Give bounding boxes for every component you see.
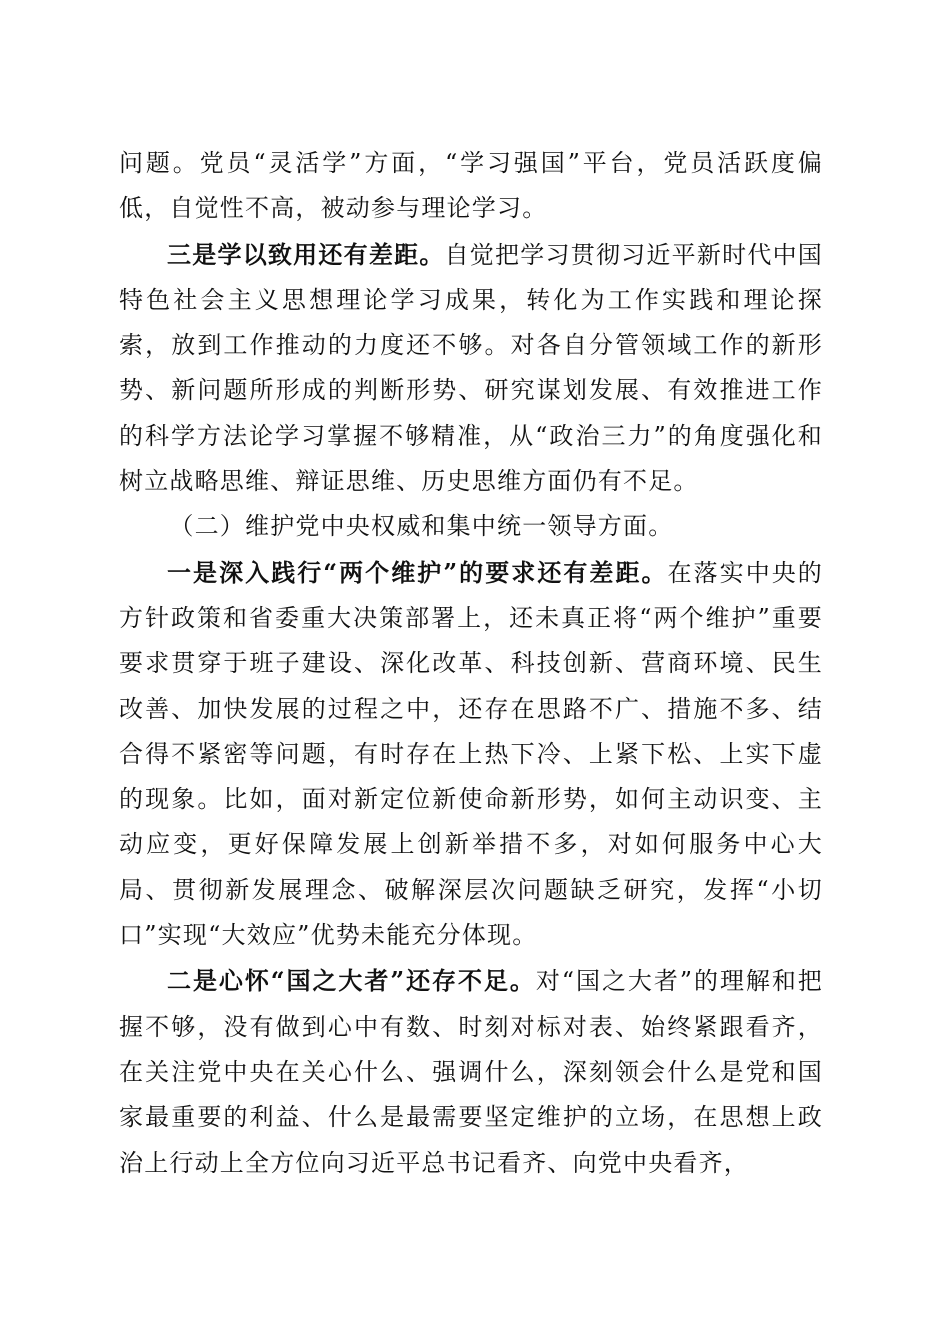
paragraph-text: 问题。党员“灵活学”方面，“学习强国”平台，党员活跃度偏低，自觉性不高，被动参与理论学习。 (119, 149, 823, 223)
point-lead: 一是深入践行“两个维护”的要求还有差距。 (167, 557, 668, 587)
paragraph-point-one (119, 550, 823, 959)
point-lead: 二是心怀“国之大者”还存不足。 (167, 966, 536, 996)
paragraph-text: 对“国之大者”的理解和把握不够，没有做到心中有数、时刻对标对表、始终紧跟看齐，在关注党中央在关心什么、强调什么，深刻领会什么是党和国家最重要的利益、什么是最需要坚定维护的立场，在思想上政治上行动上全方位向习近平总书记看齐、向党中央看齐， (119, 967, 823, 1177)
paragraph-point-two (119, 958, 823, 1185)
paragraph-text: 在落实中央的方针政策和省委重大决策部署上，还未真正将“两个维护”重要要求贯穿于班子建设、深化改革、科技创新、营商环境、民生改善、加快发展的过程之中，还存在思路不广、措施不多、结合得不紧密等问题，有时存在上热下冷、上紧下松、上实下虚的现象。比如，面对新定位新使命新形势，如何主动识变、主动应变，更好保障发展上创新举措不多，对如何服务中心大局、贯彻新发展理念、破解深层次问题缺乏研究，发挥“小切口”实现“大效应”优势未能充分体现。 (119, 558, 823, 950)
paragraph-continued (119, 141, 823, 232)
paragraph-point-three (119, 232, 823, 505)
document-body (119, 141, 823, 1186)
point-lead: 三是学以致用还有差距。 (167, 239, 445, 269)
section-heading-text: （二）维护党中央权威和集中统一领导方面。 (169, 512, 674, 541)
paragraph-text: 自觉把学习贯彻习近平新时代中国特色社会主义思想理论学习成果，转化为工作实践和理论探索，放到工作推动的力度还不够。对各自分管领域工作的新形势、新问题所形成的判断形势、研究谋划发展、有效推进工作的科学方法论学习掌握不够精准，从“政治三力”的角度强化和树立战略思维、辩证思维、历史思维方面仍有不足。 (119, 240, 824, 496)
section-heading (119, 504, 823, 549)
